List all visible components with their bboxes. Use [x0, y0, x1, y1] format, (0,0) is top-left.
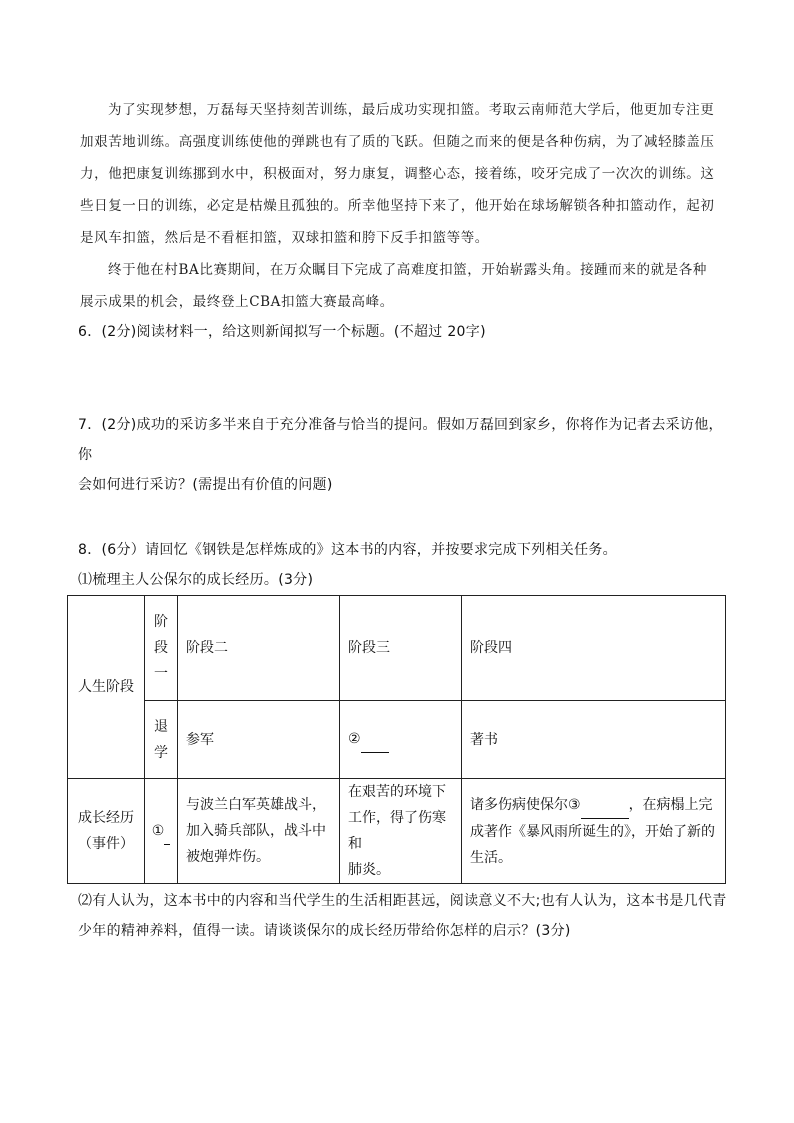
question-7-line-2: 会如何进行采访？(需提出有价值的问题) — [78, 477, 333, 493]
question-8-subquestion-1: ⑴梳理主人公保尔的成长经历。(3分) — [78, 572, 314, 588]
row-label-stage: 人生阶段 — [68, 596, 145, 779]
passage-paragraph-2: 终于他在村BA比赛期间，在万众瞩目下完成了高难度扣篮，开始崭露头角。接踵而来的就是各种展示成果的机会，最终登上CBA扣篮大赛最高峰。 — [80, 262, 707, 310]
blank-3[interactable] — [581, 792, 629, 819]
event-4[interactable]: 诸多伤病使保尔③ ，在病榻上完 成著作《暴风雨所诞生的》，开始了新的 生活。 — [462, 779, 726, 884]
passage-paragraph-1: 为了实现梦想，万磊每天坚持刻苦训练，最后成功实现扣篮。考取云南师范大学后，他更加专注更加艰苦地训练。高强度训练使他的弹跳也有了质的飞跃。但随之而来的便是各种伤病，为了减轻膝盖压力，他把康复训练挪到水中，积极面对，努力康复，调整心态，接着练，咬牙完成了一次次的训练。这些日复一日的训练，必定是枯燥且孤独的。所幸他坚持下来了，他开始在球场解锁各种扣篮动作，起初是风车扣篮，然后是不看框扣篮，双球扣篮和胯下反手扣篮等等。 — [80, 102, 715, 246]
stage-4-header: 阶段四 — [462, 596, 726, 701]
reading-passage — [80, 94, 720, 318]
event-1[interactable]: ① — [145, 779, 178, 884]
stage-3-value[interactable]: ② — [340, 701, 462, 779]
stage-1-header: 阶 段 一 — [145, 596, 178, 701]
blank-1[interactable] — [164, 818, 170, 845]
question-8-sub2-line-2: 少年的精神养料，值得一读。请谈谈保尔的成长经历带给你怎样的启示？(3分) — [78, 923, 571, 939]
blank-2[interactable] — [361, 726, 389, 753]
event-2: 与波兰白军英雄战斗， 加入骑兵部队，战斗中 被炮弹炸伤。 — [178, 779, 340, 884]
question-6: 6．(2分)阅读材料一，给这则新闻拟写一个标题。(不超过 20字) — [78, 324, 486, 340]
stage-1-value: 退 学 — [145, 701, 178, 779]
stage-2-header: 阶段二 — [178, 596, 340, 701]
stage-4-value: 著书 — [462, 701, 726, 779]
stage-3-header: 阶段三 — [340, 596, 462, 701]
question-8-sub2-line-1: ⑵有人认为，这本书中的内容和当代学生的生活相距甚远，阅读意义不大;也有人认为，这本书是几代青 — [78, 893, 727, 909]
stage-2-value: 参军 — [178, 701, 340, 779]
question-8: 8．(6分）请回忆《钢铁是怎样炼成的》这本书的内容，并按要求完成下列相关任务。 — [78, 542, 617, 558]
event-3: 在艰苦的环境下 工作，得了伤寒和 肺炎。 — [340, 779, 462, 884]
row-label-events: 成长经历（事件） — [68, 779, 145, 884]
question-7 — [78, 410, 728, 500]
question-8-subquestion-2 — [78, 886, 728, 946]
growth-timeline-table — [67, 595, 726, 884]
question-7-line-1: 7．(2分)成功的采访多半来自于充分准备与恰当的提问。假如万磊回到家乡，你将作为记者去采访他，你 — [78, 417, 723, 463]
